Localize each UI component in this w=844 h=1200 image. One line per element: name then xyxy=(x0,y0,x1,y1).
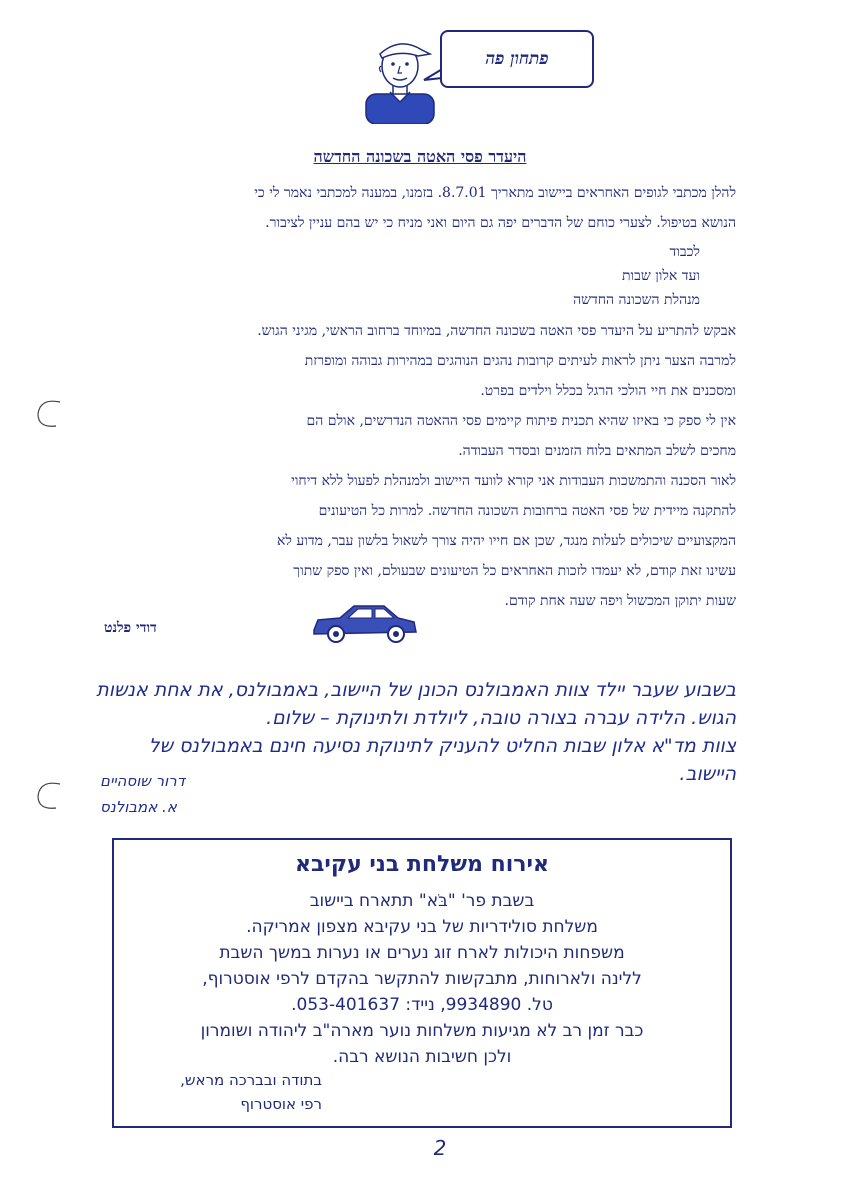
body-line: להתקנה מיידית של פסי האטה ברחובות השכונה החדשה. למרות כל הטיעונים xyxy=(318,503,736,519)
note-line: הגוש. הלידה עברה בצורה טובה, ליולדת ולתינוקת – שלום. xyxy=(266,707,736,729)
body-line: עשינו זאת קודם, לא יעמדו לזכות האחראים כל הטיעונים שבעולם, ואין ספק שתוך xyxy=(293,563,736,579)
letter-intro xyxy=(96,178,736,238)
car-illustration xyxy=(310,596,420,646)
speech-bubble xyxy=(440,30,594,88)
letter-addressee xyxy=(420,240,700,312)
punch-hole-mark xyxy=(30,392,74,436)
letter-body xyxy=(96,316,736,616)
note-sign-line: א. אמבולנס xyxy=(100,798,177,816)
body-line: המקצועיים שיכולים לעלות מנגד, שכן אם חייו יהיה צורך לשאול בלשון עבר, מדוע לא xyxy=(277,533,736,549)
addressee-line: מנהלת השכונה החדשה xyxy=(573,292,700,308)
note-line: צוות מד"א אלון שבות החליט להעניק לתינוקת נסיעה חינם באמבולנס של היישוב. xyxy=(148,735,736,785)
addressee-line: לכבוד xyxy=(669,244,700,260)
announcement-line: טל. 9934890, נייד: 053-401637. xyxy=(291,995,553,1015)
note-signature xyxy=(100,768,240,820)
page-number: 2 xyxy=(433,1136,447,1160)
intro-line: הנושא בטיפול. לצערי כוחם של הדברים יפה גם היום ואני מניח כי יש בהם עניין לציבור. xyxy=(265,215,736,231)
announcement-closing xyxy=(122,1068,322,1116)
body-line: למרבה הצער ניתן לראות לעיתים קרובות נהגים הנוהגים במהירות גבוהה ומופרזת xyxy=(304,353,736,369)
announcement-line: בשבת פר' "בֹּא" תתארח ביישוב xyxy=(309,891,535,911)
announcement-line: ללינה ולארוחות, מתבקשות להתקשר בהקדם לרפי אוסטרוף, xyxy=(202,969,642,989)
announcement-line: משפחות היכולות לארח זוג נערים או נערות במשך השבת xyxy=(219,943,625,963)
note-sign-line: דרור שוסהיים xyxy=(100,772,185,790)
body-line: ומסכנים את חיי הולכי הרגל בכלל וילדים בפרט. xyxy=(480,383,736,399)
letter-title: היעדר פסי האטה בשכונה החדשה xyxy=(313,147,527,166)
column-title: פתחון פה xyxy=(485,49,549,69)
body-line: שעות יתוקן המכשול ויפה שעה אחת קודם. xyxy=(504,593,736,609)
note-line: בשבוע שעבר יילד צוות האמבולנס הכונן של היישוב, באמבולנס, את אחת אנשות xyxy=(96,679,736,701)
intro-line: להלן מכתבי לגופים האחראים ביישוב מתאריך 8.7.01. בזמנו, במענה למכתבי נאמר לי כי xyxy=(254,185,736,201)
body-line: לאור הסכנה והתמשכות העבודות אני קורא לוועד היישוב ולמנהלת לפעול ללא דיחוי xyxy=(291,473,736,489)
closing-line: בתודה ובברכה מראש, xyxy=(180,1071,322,1089)
announcement-title: אירוח משלחת בני עקיבא xyxy=(294,852,550,877)
announcement-line: ולכן חשיבות הנושא רבה. xyxy=(332,1047,512,1067)
body-line: אבקש להתריע על היעדר פסי האטה בשכונה החדשה, במיוחד ברחוב הראשי, מגיני הגוש. xyxy=(257,323,736,339)
announcement-line: כבר זמן רב לא מגיעות משלחות נוער מארה"ב ליהודה ושומרון xyxy=(200,1021,644,1041)
body-line: מחכים לשלב המתאים בלוח הזמנים ובסדר העבודה. xyxy=(458,443,736,459)
body-line: אין לי ספק כי באיזו שהיא תכנית פיתוח קיימים פסי ההאטה הנדרשים, אולם הם xyxy=(306,413,736,429)
letter-signature: דודי פלנט xyxy=(104,620,157,636)
announcement-line: משלחת סולידריות של בני עקיבא מצפון אמריקה. xyxy=(246,917,598,937)
announcement-box xyxy=(112,838,732,1128)
closing-line: רפי אוסטרוף xyxy=(240,1095,322,1113)
punch-hole-mark xyxy=(30,774,74,818)
addressee-line: ועד אלון שבות xyxy=(621,268,700,284)
announcement-body xyxy=(124,888,720,1070)
column-header xyxy=(360,22,600,122)
